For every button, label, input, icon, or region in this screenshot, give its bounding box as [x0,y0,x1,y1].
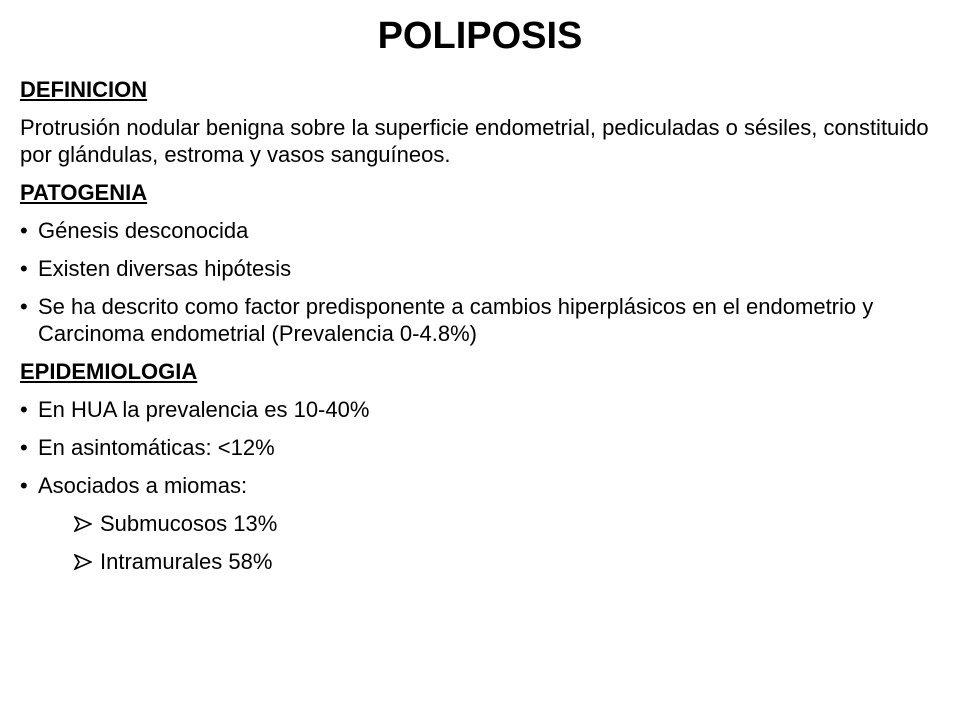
list-item-text: Génesis desconocida [38,218,249,243]
slide-body [20,76,940,586]
definition-text: Protrusión nodular benigna sobre la superficie endometrial, pediculadas o sésiles, constituido por glándulas, estroma y vasos sanguíneos. [20,115,929,167]
list-item-text: Se ha descrito como factor predisponente a cambios hiperplásicos en el endometrio y Carcinoma endometrial (Prevalencia 0-4.8%) [38,294,874,346]
sub-list-item [20,510,940,537]
sub-list-item [20,548,940,575]
list-item [20,396,940,423]
epidemiologia-list [20,396,940,499]
list-item [20,434,940,461]
slide-title: POLIPOSIS [377,15,583,57]
bullet-dot-icon: • [20,294,28,319]
section-heading-epidemiologia: EPIDEMIOLOGIA [20,359,198,384]
list-item [20,255,940,282]
arrow-right-icon [74,516,92,532]
patogenia-list [20,217,940,347]
bullet-dot-icon: • [20,218,28,243]
list-item [20,217,940,244]
list-item-text: Asociados a miomas: [38,473,248,498]
section-heading-patogenia: PATOGENIA [20,180,148,205]
miomas-sub-list [20,510,940,575]
bullet-dot-icon: • [20,397,28,422]
arrow-right-icon [74,554,92,570]
sub-list-item-text: Submucosos 13% [100,511,278,536]
list-item-text: Existen diversas hipótesis [38,256,292,281]
bullet-dot-icon: • [20,473,28,498]
section-heading-definicion: DEFINICION [20,77,148,102]
list-item [20,293,940,347]
bullet-dot-icon: • [20,435,28,460]
list-item-text: En asintomáticas: <12% [38,435,275,460]
bullet-dot-icon: • [20,256,28,281]
list-item [20,472,940,499]
sub-list-item-text: Intramurales 58% [100,549,273,574]
list-item-text: En HUA la prevalencia es 10-40% [38,397,370,422]
